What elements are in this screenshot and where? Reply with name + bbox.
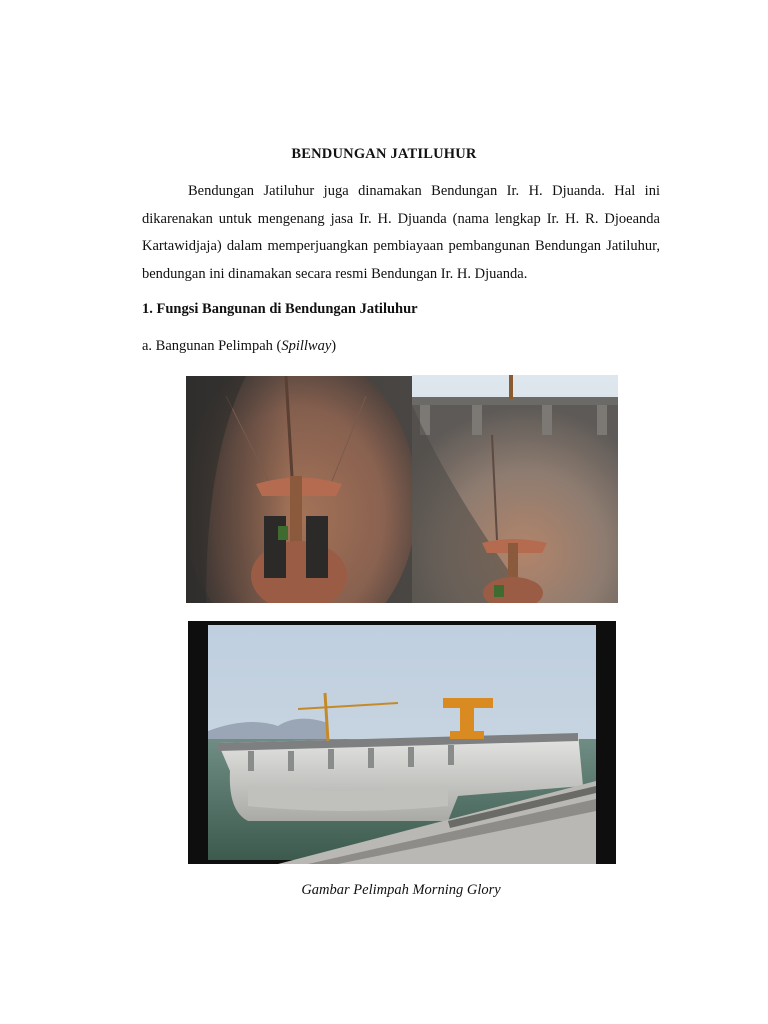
figure-caption: Gambar Pelimpah Morning Glory [301, 882, 501, 898]
section-heading: 1. Fungsi Bangunan di Bendungan Jatiluhur [142, 301, 418, 317]
morning-glory-spillway-photo [188, 621, 616, 864]
subsection-italic: Spillway [281, 338, 332, 354]
subsection-prefix: a. Bangunan Pelimpah ( [142, 338, 282, 354]
subsection-suffix: ) [331, 338, 337, 354]
spillway-wall-photo [412, 375, 618, 603]
spillway-interior-photo [186, 376, 412, 603]
document-title: BENDUNGAN JATILUHUR [291, 146, 477, 162]
intro-paragraph: Bendungan Jatiluhur juga dinamakan Bendungan Ir. H. Djuanda. Hal ini dikarenakan untuk mengenang jasa Ir. H. Djuanda (nama lengkap Ir. H. R. Djoeanda Kartawidjaja) dalam memperjuangkan pembiayaan pembangunan Bendungan Jatiluhur, bendungan ini dinamakan secara resmi Bendungan Ir. H. Djuanda. [142, 183, 660, 282]
subsection-heading [142, 338, 336, 355]
